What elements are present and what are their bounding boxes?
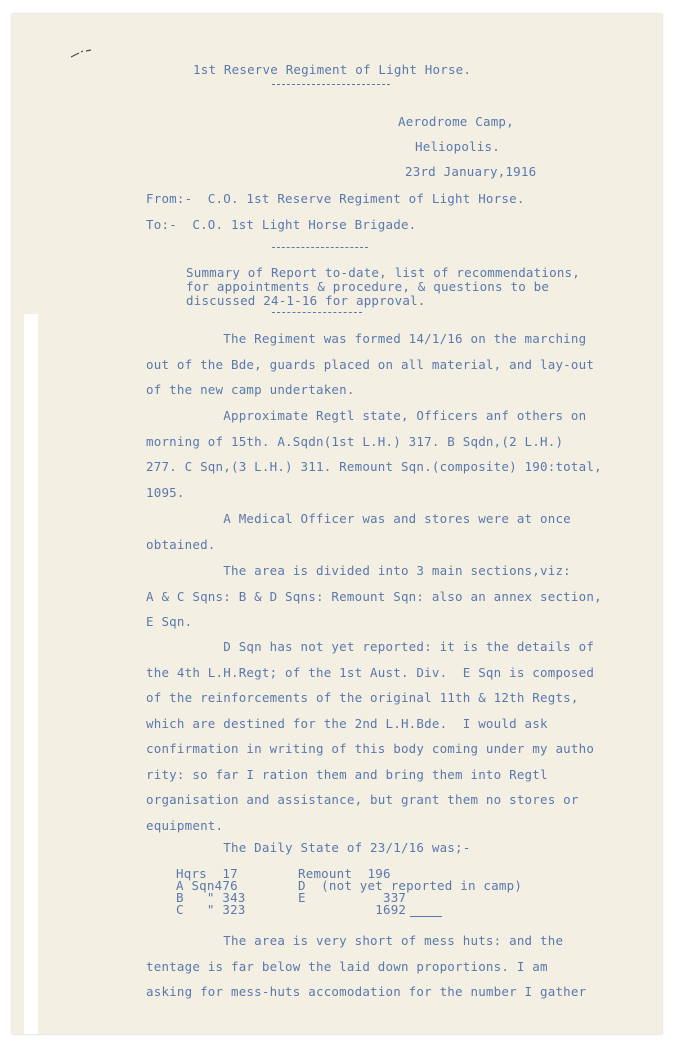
letterhead-title: 1st Reserve Regiment of Light Horse. [193, 62, 472, 77]
address-line-2: Heliopolis. [415, 139, 500, 154]
summary-line-2: for appointments & procedure, & questions to be [186, 279, 550, 294]
summary-line-1: Summary of Report to-date, list of recommendations, [186, 265, 581, 280]
daily-state-left-column: Hqrs 17 A Sqn476 B " 343 C " 323 [176, 866, 246, 917]
address-line-1: Aerodrome Camp, [398, 114, 514, 129]
summary-line-3: discussed 24-1-16 for approval. [186, 293, 426, 308]
paragraph-medical-officer: A Medical Officer was and stores were at once obtained. [146, 511, 571, 552]
summary-underline [272, 312, 362, 313]
to-line: To:- C.O. 1st Light Horse Brigade. [146, 217, 417, 232]
letter-date: 23rd January,1916 [405, 164, 537, 179]
paragraph-formation: The Regiment was formed 14/1/16 on the marching out of the Bde, guards placed on all material, and lay-out of the new camp undertaken. [146, 331, 595, 397]
title-underline [272, 84, 390, 85]
pencil-mark-icon [70, 49, 92, 59]
daily-state-intro: The Daily State of 23/1/16 was;- [146, 840, 471, 855]
paragraph-d-sqn: D Sqn has not yet reported: it is the details of the 4th L.H.Regt; of the 1st Aust. Div. E Sqn is composed of the reinforcements of the original 11th & 12th Regts, which are destined for the 2nd L.H.Bde. I would ask confirmation in writing of this body coming under my autho rity: so far I ration them and bring them into Regtl organisation and assistance, but grant them no stores or equipment. [146, 639, 595, 833]
from-line: From:- C.O. 1st Reserve Regiment of Light Horse. [146, 191, 525, 206]
separator-rule [272, 247, 368, 248]
total-rule [410, 916, 442, 917]
paragraph-area-sections: The area is divided into 3 main sections,viz: A & C Sqns: B & D Sqns: Remount Sqn: also an annex section, E Sqn. [146, 563, 602, 629]
paragraph-mess-huts: The area is very short of mess huts: and the tentage is far below the laid down proportions. I am asking for mess-huts accomodation for the number I gather [146, 933, 587, 999]
torn-edge [24, 314, 38, 1034]
daily-state-right-column: Remount 196 D (not yet reported in camp) E 337 1692 [298, 866, 523, 917]
paragraph-regimental-state: Approximate Regtl state, Officers anf others on morning of 15th. A.Sqdn(1st L.H.) 317. B Sqdn,(2 L.H.) 277. C Sqn,(3 L.H.) 311. Remount Sqn.(composite) 190:total, 1095. [146, 408, 602, 500]
